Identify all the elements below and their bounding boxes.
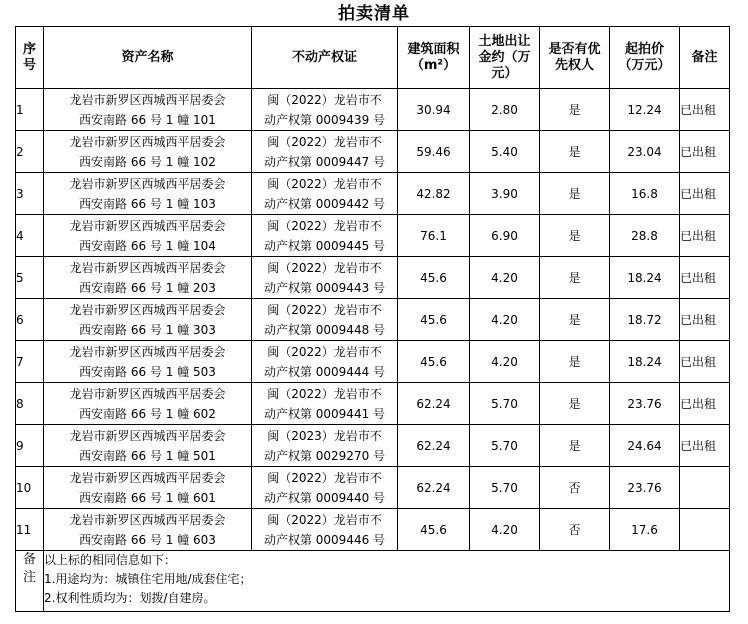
remark: 已出租 xyxy=(680,131,730,173)
building-area: 76.1 xyxy=(398,215,470,257)
land-fee: 4.20 xyxy=(470,509,540,551)
property-cert-line: 闽（2022）龙岩市不 xyxy=(267,134,382,149)
table-row xyxy=(16,257,730,299)
starting-price: 23.76 xyxy=(610,383,680,425)
property-cert-line: 闽（2022）龙岩市不 xyxy=(267,176,382,191)
property-cert-line: 动产权第 0009446 号 xyxy=(263,532,386,547)
property-cert-line: 动产权第 0009448 号 xyxy=(263,322,386,337)
land-fee: 6.90 xyxy=(470,215,540,257)
remark xyxy=(680,509,730,551)
priority-right: 是 xyxy=(540,299,610,341)
asset-name-line: 龙岩市新罗区西城西平居委会 xyxy=(69,134,226,149)
row-index: 11 xyxy=(16,509,44,551)
property-cert xyxy=(252,173,398,215)
remark: 已出租 xyxy=(680,341,730,383)
notes-line: 1.用途均为：城镇住宅用地/成套住宅； xyxy=(44,572,252,586)
priority-right: 是 xyxy=(540,215,610,257)
property-cert xyxy=(252,467,398,509)
asset-name-line: 龙岩市新罗区西城西平居委会 xyxy=(69,260,226,275)
asset-name-line: 西安南路 66 号 1 幢 103 xyxy=(79,196,216,211)
asset-name xyxy=(44,215,252,257)
header-land: 土地出让金约（万元） xyxy=(470,27,540,89)
land-fee: 4.20 xyxy=(470,299,540,341)
table-body xyxy=(16,89,730,551)
asset-name-line: 西安南路 66 号 1 幢 303 xyxy=(79,322,216,337)
property-cert-line: 动产权第 0009442 号 xyxy=(263,196,386,211)
property-cert-line: 动产权第 0009440 号 xyxy=(263,490,386,505)
row-index: 1 xyxy=(16,89,44,131)
asset-name-line: 龙岩市新罗区西城西平居委会 xyxy=(69,302,226,317)
notes-label xyxy=(16,551,44,612)
table-row xyxy=(16,215,730,257)
property-cert-line: 动产权第 0009445 号 xyxy=(263,238,386,253)
priority-right: 是 xyxy=(540,131,610,173)
notes-body xyxy=(44,551,730,612)
row-index: 5 xyxy=(16,257,44,299)
property-cert xyxy=(252,299,398,341)
land-fee: 2.80 xyxy=(470,89,540,131)
property-cert xyxy=(252,425,398,467)
property-cert xyxy=(252,89,398,131)
land-fee: 5.40 xyxy=(470,131,540,173)
header-index: 序号 xyxy=(16,27,44,89)
property-cert-line: 动产权第 0009447 号 xyxy=(263,154,386,169)
asset-name-line: 龙岩市新罗区西城西平居委会 xyxy=(69,470,226,485)
table-row xyxy=(16,383,730,425)
asset-name-line: 西安南路 66 号 1 幢 501 xyxy=(79,448,216,463)
notes-line: 以上标的相同信息如下： xyxy=(44,553,177,567)
land-fee: 5.70 xyxy=(470,425,540,467)
property-cert-line: 闽（2022）龙岩市不 xyxy=(267,92,382,107)
remark: 已出租 xyxy=(680,383,730,425)
property-cert-line: 闽（2023）龙岩市不 xyxy=(267,428,382,443)
priority-right: 是 xyxy=(540,173,610,215)
asset-name-line: 西安南路 66 号 1 幢 101 xyxy=(79,112,216,127)
remark: 已出租 xyxy=(680,215,730,257)
starting-price: 12.24 xyxy=(610,89,680,131)
asset-name-line: 西安南路 66 号 1 幢 104 xyxy=(79,238,216,253)
row-index: 9 xyxy=(16,425,44,467)
row-index: 3 xyxy=(16,173,44,215)
table-row xyxy=(16,173,730,215)
table-row xyxy=(16,341,730,383)
asset-name xyxy=(44,89,252,131)
row-index: 6 xyxy=(16,299,44,341)
page-title: 拍卖清单 xyxy=(338,4,410,24)
building-area: 59.46 xyxy=(398,131,470,173)
row-index: 4 xyxy=(16,215,44,257)
building-area: 62.24 xyxy=(398,425,470,467)
header-row xyxy=(16,27,730,89)
land-fee: 5.70 xyxy=(470,467,540,509)
remark: 已出租 xyxy=(680,425,730,467)
asset-name-line: 龙岩市新罗区西城西平居委会 xyxy=(69,176,226,191)
building-area: 45.6 xyxy=(398,257,470,299)
priority-right: 否 xyxy=(540,467,610,509)
asset-name xyxy=(44,173,252,215)
property-cert-line: 闽（2022）龙岩市不 xyxy=(267,344,382,359)
asset-name xyxy=(44,299,252,341)
asset-name-line: 西安南路 66 号 1 幢 503 xyxy=(79,364,216,379)
asset-name xyxy=(44,509,252,551)
starting-price: 23.04 xyxy=(610,131,680,173)
land-fee: 4.20 xyxy=(470,257,540,299)
row-index: 8 xyxy=(16,383,44,425)
priority-right: 是 xyxy=(540,383,610,425)
header-area: 建筑面积（m²） xyxy=(398,27,470,89)
property-cert-line: 动产权第 0009443 号 xyxy=(263,280,386,295)
asset-name-line: 西安南路 66 号 1 幢 603 xyxy=(79,532,216,547)
table-row xyxy=(16,467,730,509)
property-cert-line: 动产权第 0009441 号 xyxy=(263,406,386,421)
asset-name xyxy=(44,341,252,383)
header-cert: 不动产权证 xyxy=(252,27,398,89)
table-row xyxy=(16,131,730,173)
starting-price: 23.76 xyxy=(610,467,680,509)
starting-price: 18.72 xyxy=(610,299,680,341)
notes-line: 2.权利性质均为：划拨/自建房。 xyxy=(44,591,216,605)
priority-right: 否 xyxy=(540,509,610,551)
remark: 已出租 xyxy=(680,299,730,341)
property-cert-line: 闽（2022）龙岩市不 xyxy=(267,386,382,401)
asset-name-line: 西安南路 66 号 1 幢 602 xyxy=(79,406,216,421)
header-priority: 是否有优先权人 xyxy=(540,27,610,89)
asset-name-line: 西安南路 66 号 1 幢 102 xyxy=(79,154,216,169)
land-fee: 5.70 xyxy=(470,383,540,425)
building-area: 42.82 xyxy=(398,173,470,215)
property-cert-line: 动产权第 0009439 号 xyxy=(263,112,386,127)
asset-name-line: 西安南路 66 号 1 幢 601 xyxy=(79,490,216,505)
row-index: 10 xyxy=(16,467,44,509)
property-cert xyxy=(252,215,398,257)
property-cert-line: 闽（2022）龙岩市不 xyxy=(267,260,382,275)
asset-name-line: 龙岩市新罗区西城西平居委会 xyxy=(69,386,226,401)
table-row xyxy=(16,425,730,467)
building-area: 62.24 xyxy=(398,467,470,509)
property-cert-line: 动产权第 0029270 号 xyxy=(263,448,386,463)
building-area: 45.6 xyxy=(398,509,470,551)
asset-name-line: 龙岩市新罗区西城西平居委会 xyxy=(69,218,226,233)
property-cert xyxy=(252,341,398,383)
starting-price: 16.8 xyxy=(610,173,680,215)
header-remark: 备注 xyxy=(680,27,730,89)
starting-price: 17.6 xyxy=(610,509,680,551)
auction-table xyxy=(15,26,730,612)
notes-label-text: 备注 xyxy=(22,552,36,585)
land-fee: 3.90 xyxy=(470,173,540,215)
property-cert xyxy=(252,131,398,173)
asset-name-line: 龙岩市新罗区西城西平居委会 xyxy=(69,512,226,527)
remark: 已出租 xyxy=(680,173,730,215)
row-index: 7 xyxy=(16,341,44,383)
asset-name xyxy=(44,383,252,425)
remark xyxy=(680,467,730,509)
starting-price: 18.24 xyxy=(610,341,680,383)
building-area: 30.94 xyxy=(398,89,470,131)
notes-row xyxy=(16,551,730,612)
building-area: 62.24 xyxy=(398,383,470,425)
property-cert-line: 闽（2022）龙岩市不 xyxy=(267,218,382,233)
building-area: 45.6 xyxy=(398,341,470,383)
asset-name-line: 西安南路 66 号 1 幢 203 xyxy=(79,280,216,295)
property-cert xyxy=(252,383,398,425)
property-cert-line: 闽（2022）龙岩市不 xyxy=(267,470,382,485)
asset-name xyxy=(44,425,252,467)
priority-right: 是 xyxy=(540,89,610,131)
asset-name xyxy=(44,467,252,509)
remark: 已出租 xyxy=(680,257,730,299)
table-row xyxy=(16,299,730,341)
property-cert-line: 闽（2022）龙岩市不 xyxy=(267,302,382,317)
remark: 已出租 xyxy=(680,89,730,131)
asset-name-line: 龙岩市新罗区西城西平居委会 xyxy=(69,92,226,107)
priority-right: 是 xyxy=(540,425,610,467)
starting-price: 18.24 xyxy=(610,257,680,299)
priority-right: 是 xyxy=(540,257,610,299)
starting-price: 24.64 xyxy=(610,425,680,467)
land-fee: 4.20 xyxy=(470,341,540,383)
property-cert xyxy=(252,509,398,551)
property-cert-line: 闽（2022）龙岩市不 xyxy=(267,512,382,527)
header-price: 起拍价（万元） xyxy=(610,27,680,89)
asset-name xyxy=(44,131,252,173)
property-cert xyxy=(252,257,398,299)
building-area: 45.6 xyxy=(398,299,470,341)
header-name: 资产名称 xyxy=(44,27,252,89)
starting-price: 28.8 xyxy=(610,215,680,257)
table-row xyxy=(16,89,730,131)
property-cert-line: 动产权第 0009444 号 xyxy=(263,364,386,379)
table-row xyxy=(16,509,730,551)
asset-name-line: 龙岩市新罗区西城西平居委会 xyxy=(69,428,226,443)
asset-name-line: 龙岩市新罗区西城西平居委会 xyxy=(69,344,226,359)
row-index: 2 xyxy=(16,131,44,173)
priority-right: 是 xyxy=(540,341,610,383)
asset-name xyxy=(44,257,252,299)
